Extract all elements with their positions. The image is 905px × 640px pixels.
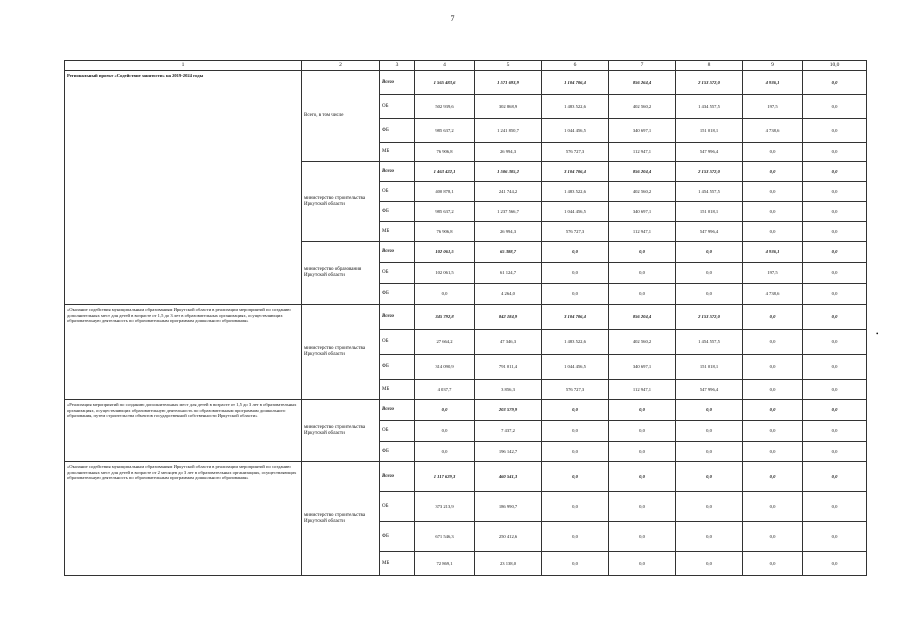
value-cell: 340 697,1 — [609, 355, 676, 380]
measure-description: Региональный проект «Содействие занятости» на 2019-2024 годы — [65, 71, 302, 305]
value-cell: 26 994,3 — [475, 143, 542, 162]
value-cell: 0,0 — [803, 380, 867, 400]
value-cell: 314 090,9 — [415, 355, 475, 380]
value-cell: 0,0 — [542, 522, 609, 552]
value-cell: 985 637,2 — [415, 202, 475, 222]
funding-source-cell: ФБ — [380, 442, 415, 462]
value-cell: 0,0 — [803, 202, 867, 222]
value-cell: 0,0 — [743, 421, 803, 442]
value-cell: 0,0 — [676, 400, 743, 421]
value-cell: 0,0 — [803, 421, 867, 442]
value-cell: 402 560,2 — [609, 182, 676, 202]
value-cell: 1 104 706,4 — [542, 71, 609, 95]
value-cell: 856 264,4 — [609, 71, 676, 95]
value-cell: 1 506 305,2 — [475, 162, 542, 182]
value-cell: 0,0 — [803, 143, 867, 162]
funding-source-cell: ОБ — [380, 95, 415, 119]
value-cell: 47 346,3 — [475, 330, 542, 355]
value-cell: 0,0 — [803, 355, 867, 380]
funding-source-cell: МБ — [380, 380, 415, 400]
margin-mark: • — [876, 330, 879, 338]
value-cell: 3 856,3 — [475, 380, 542, 400]
value-cell: 0,0 — [743, 552, 803, 576]
value-cell: 0,0 — [676, 242, 743, 263]
value-cell: 151 018,1 — [676, 202, 743, 222]
value-cell: 241 744,2 — [475, 182, 542, 202]
table-row — [65, 305, 867, 330]
value-cell: 0,0 — [609, 284, 676, 305]
value-cell: 65 388,7 — [475, 242, 542, 263]
value-cell: 0,0 — [743, 400, 803, 421]
executor-cell: министерство строительства Иркутской области — [302, 400, 380, 462]
funding-source-cell: ОБ — [380, 263, 415, 284]
value-cell: 0,0 — [609, 492, 676, 522]
value-cell: 0,0 — [803, 119, 867, 143]
value-cell: 576 727,3 — [542, 222, 609, 242]
value-cell: 0,0 — [609, 552, 676, 576]
funding-source-cell: ОБ — [380, 492, 415, 522]
header-cell: 7 — [609, 61, 676, 71]
value-cell: 1 454 557,5 — [676, 182, 743, 202]
funding-source-cell: ФБ — [380, 202, 415, 222]
value-cell: 856 204,4 — [609, 305, 676, 330]
value-cell: 0,0 — [542, 442, 609, 462]
value-cell: 0,0 — [743, 522, 803, 552]
value-cell: 112 947,1 — [609, 222, 676, 242]
value-cell: 0,0 — [542, 492, 609, 522]
measure-description: «Оказание содействия муниципальным образованиям Иркутской области в реализации мероприятий по созданию дополнительных мест для детей в возрасте от 2 месяцев до 3 лет в образовательных организациях, осуществляющих образовательную деятельность по образовательным программам дошкольного образования» — [65, 462, 302, 576]
value-cell: 23 138,0 — [475, 552, 542, 576]
value-cell: 0,0 — [542, 400, 609, 421]
value-cell: 4 738,6 — [743, 119, 803, 143]
value-cell: 0,0 — [803, 242, 867, 263]
value-cell: 197,5 — [743, 95, 803, 119]
executor-cell: Всего, в том числе — [302, 71, 380, 162]
value-cell: 4 936,1 — [743, 71, 803, 95]
table-row — [65, 400, 867, 421]
value-cell: 402 560,2 — [609, 330, 676, 355]
value-cell: 0,0 — [415, 442, 475, 462]
value-cell: 0,0 — [743, 492, 803, 522]
program-budget-table — [64, 60, 867, 576]
value-cell: 985 637,2 — [415, 119, 475, 143]
value-cell: 0,0 — [743, 162, 803, 182]
value-cell: 460 541,3 — [475, 462, 542, 492]
value-cell: 1 483 522,6 — [542, 330, 609, 355]
measure-description: «Реализация мероприятий по созданию дополнительных мест для детей в возрасте от 1,5 до 3 лет в образовательных организациях, осуществляющих образовательную деятельность по образовательным программам дошкольного образования, путем строительства объектов государственной собственности Иркутской области» — [65, 400, 302, 462]
value-cell: 1 571 693,9 — [475, 71, 542, 95]
funding-source-cell: Всего — [380, 71, 415, 95]
value-cell: 0,0 — [609, 442, 676, 462]
header-cell: 9 — [743, 61, 803, 71]
value-cell: 1 117 629,3 — [415, 462, 475, 492]
funding-source-cell: Всего — [380, 400, 415, 421]
value-cell: 0,0 — [415, 421, 475, 442]
value-cell: 0,0 — [803, 462, 867, 492]
funding-source-cell: МБ — [380, 222, 415, 242]
table-row — [65, 462, 867, 492]
value-cell: 0,0 — [542, 284, 609, 305]
value-cell: 547 996,4 — [676, 143, 743, 162]
value-cell: 1 483 522,6 — [542, 95, 609, 119]
value-cell: 1 044 456,5 — [542, 202, 609, 222]
value-cell: 0,0 — [743, 355, 803, 380]
measure-description: «Оказание содействия муниципальным образованиям Иркутской области в реализации мероприятий по созданию дополнительных мест для детей в возрасте от 1,5 до 3 лет в образовательных организациях, осуществляющих образовательную деятельность по образовательным программам дошкольного образования» — [65, 305, 302, 400]
page-number: 7 — [450, 14, 455, 23]
value-cell: 0,0 — [803, 182, 867, 202]
value-cell: 0,0 — [803, 522, 867, 552]
value-cell: 671 546,3 — [415, 522, 475, 552]
value-cell: 1 483 522,6 — [542, 182, 609, 202]
value-cell: 112 947,1 — [609, 380, 676, 400]
value-cell: 0,0 — [676, 492, 743, 522]
value-cell: 0,0 — [609, 263, 676, 284]
value-cell: 4 936,1 — [743, 242, 803, 263]
value-cell: 72 869,1 — [415, 552, 475, 576]
funding-source-cell: ОБ — [380, 330, 415, 355]
funding-source-cell: ОБ — [380, 421, 415, 442]
value-cell: 76 906,8 — [415, 222, 475, 242]
value-cell: 0,0 — [415, 284, 475, 305]
value-cell: 102 061,5 — [415, 263, 475, 284]
value-cell: 373 213,9 — [415, 492, 475, 522]
value-cell: 0,0 — [803, 71, 867, 95]
value-cell: 1 463 422,1 — [415, 162, 475, 182]
funding-source-cell: ФБ — [380, 119, 415, 143]
value-cell: 0,0 — [609, 522, 676, 552]
value-cell: 186 990,7 — [475, 492, 542, 522]
value-cell: 576 727,3 — [542, 143, 609, 162]
value-cell: 0,0 — [743, 462, 803, 492]
funding-source-cell: ФБ — [380, 355, 415, 380]
value-cell: 197,5 — [743, 263, 803, 284]
value-cell: 0,0 — [676, 421, 743, 442]
value-cell: 0,0 — [803, 95, 867, 119]
value-cell: 340 697,1 — [609, 119, 676, 143]
funding-source-cell: МБ — [380, 143, 415, 162]
value-cell: 0,0 — [542, 421, 609, 442]
value-cell: 1 237 566,7 — [475, 202, 542, 222]
value-cell: 402 560,2 — [609, 95, 676, 119]
value-cell: 102 061,5 — [415, 242, 475, 263]
value-cell: 0,0 — [743, 305, 803, 330]
value-cell: 0,0 — [676, 462, 743, 492]
header-cell: 3 — [380, 61, 415, 71]
value-cell: 1 565 483,6 — [415, 71, 475, 95]
funding-source-cell: ОБ — [380, 182, 415, 202]
value-cell: 76 906,8 — [415, 143, 475, 162]
header-cell: 4 — [415, 61, 475, 71]
value-cell: 0,0 — [676, 552, 743, 576]
value-cell: 0,0 — [803, 284, 867, 305]
value-cell: 27 664,2 — [415, 330, 475, 355]
value-cell: 4 264,0 — [475, 284, 542, 305]
value-cell: 196 142,7 — [475, 442, 542, 462]
value-cell: 2 153 572,0 — [676, 305, 743, 330]
header-cell: 5 — [475, 61, 542, 71]
value-cell: 0,0 — [542, 242, 609, 263]
value-cell: 0,0 — [803, 400, 867, 421]
value-cell: 61 124,7 — [475, 263, 542, 284]
value-cell: 0,0 — [803, 305, 867, 330]
value-cell: 0,0 — [803, 162, 867, 182]
value-cell: 4 738,6 — [743, 284, 803, 305]
value-cell: 0,0 — [803, 492, 867, 522]
value-cell: 7 437,2 — [475, 421, 542, 442]
header-cell: 2 — [302, 61, 380, 71]
value-cell: 3 104 706,4 — [542, 162, 609, 182]
value-cell: 1 454 557,5 — [676, 330, 743, 355]
header-cell: 8 — [676, 61, 743, 71]
value-cell: 0,0 — [743, 380, 803, 400]
value-cell: 0,0 — [542, 552, 609, 576]
value-cell: 3 104 706,4 — [542, 305, 609, 330]
funding-source-cell: МБ — [380, 552, 415, 576]
funding-source-cell: Всего — [380, 242, 415, 263]
funding-source-cell: Всего — [380, 462, 415, 492]
value-cell: 340 697,1 — [609, 202, 676, 222]
value-cell: 791 011,4 — [475, 355, 542, 380]
value-cell: 0,0 — [676, 284, 743, 305]
value-cell: 151 018,1 — [676, 355, 743, 380]
executor-cell: министерство строительства Иркутской области — [302, 162, 380, 242]
value-cell: 502 939,6 — [415, 95, 475, 119]
value-cell: 547 996,4 — [676, 380, 743, 400]
executor-cell: министерство строительства Иркутской области — [302, 305, 380, 400]
value-cell: 4 037,7 — [415, 380, 475, 400]
value-cell: 856 204,4 — [609, 162, 676, 182]
funding-source-cell: Всего — [380, 305, 415, 330]
value-cell: 0,0 — [676, 522, 743, 552]
value-cell: 0,0 — [803, 552, 867, 576]
value-cell: 0,0 — [676, 263, 743, 284]
value-cell: 0,0 — [542, 263, 609, 284]
value-cell: 112 947,1 — [609, 143, 676, 162]
value-cell: 0,0 — [743, 222, 803, 242]
value-cell: 250 412,6 — [475, 522, 542, 552]
value-cell: 151 018,1 — [676, 119, 743, 143]
value-cell: 0,0 — [743, 330, 803, 355]
value-cell: 1 044 456,5 — [542, 355, 609, 380]
value-cell: 0,0 — [803, 330, 867, 355]
value-cell: 547 996,4 — [676, 222, 743, 242]
funding-source-cell: Всего — [380, 162, 415, 182]
value-cell: 0,0 — [676, 442, 743, 462]
value-cell: 0,0 — [743, 143, 803, 162]
value-cell: 400 878,1 — [415, 182, 475, 202]
value-cell: 0,0 — [743, 182, 803, 202]
value-cell: 2 153 572,0 — [676, 71, 743, 95]
value-cell: 0,0 — [609, 421, 676, 442]
value-cell: 1 241 850,7 — [475, 119, 542, 143]
table-row — [65, 71, 867, 95]
value-cell: 0,0 — [415, 400, 475, 421]
value-cell: 2 153 572,0 — [676, 162, 743, 182]
value-cell: 0,0 — [803, 442, 867, 462]
value-cell: 1 044 456,5 — [542, 119, 609, 143]
funding-source-cell: ФБ — [380, 284, 415, 305]
header-cell: 10,0 — [803, 61, 867, 71]
header-cell: 6 — [542, 61, 609, 71]
value-cell: 576 727,3 — [542, 380, 609, 400]
funding-source-cell: ФБ — [380, 522, 415, 552]
value-cell: 842 184,9 — [475, 305, 542, 330]
value-cell: 203 579,9 — [475, 400, 542, 421]
value-cell: 0,0 — [609, 242, 676, 263]
executor-cell: министерство строительства Иркутской области — [302, 462, 380, 576]
value-cell: 0,0 — [609, 462, 676, 492]
header-row — [65, 61, 867, 71]
value-cell: 26 994,3 — [475, 222, 542, 242]
value-cell: 0,0 — [803, 263, 867, 284]
value-cell: 302 868,9 — [475, 95, 542, 119]
value-cell: 0,0 — [743, 202, 803, 222]
value-cell: 1 434 557,5 — [676, 95, 743, 119]
value-cell: 0,0 — [743, 442, 803, 462]
value-cell: 345 792,8 — [415, 305, 475, 330]
value-cell: 0,0 — [609, 400, 676, 421]
value-cell: 0,0 — [803, 222, 867, 242]
value-cell: 0,0 — [542, 462, 609, 492]
executor-cell: министерство образования Иркутской области — [302, 242, 380, 305]
header-cell: 1 — [65, 61, 302, 71]
